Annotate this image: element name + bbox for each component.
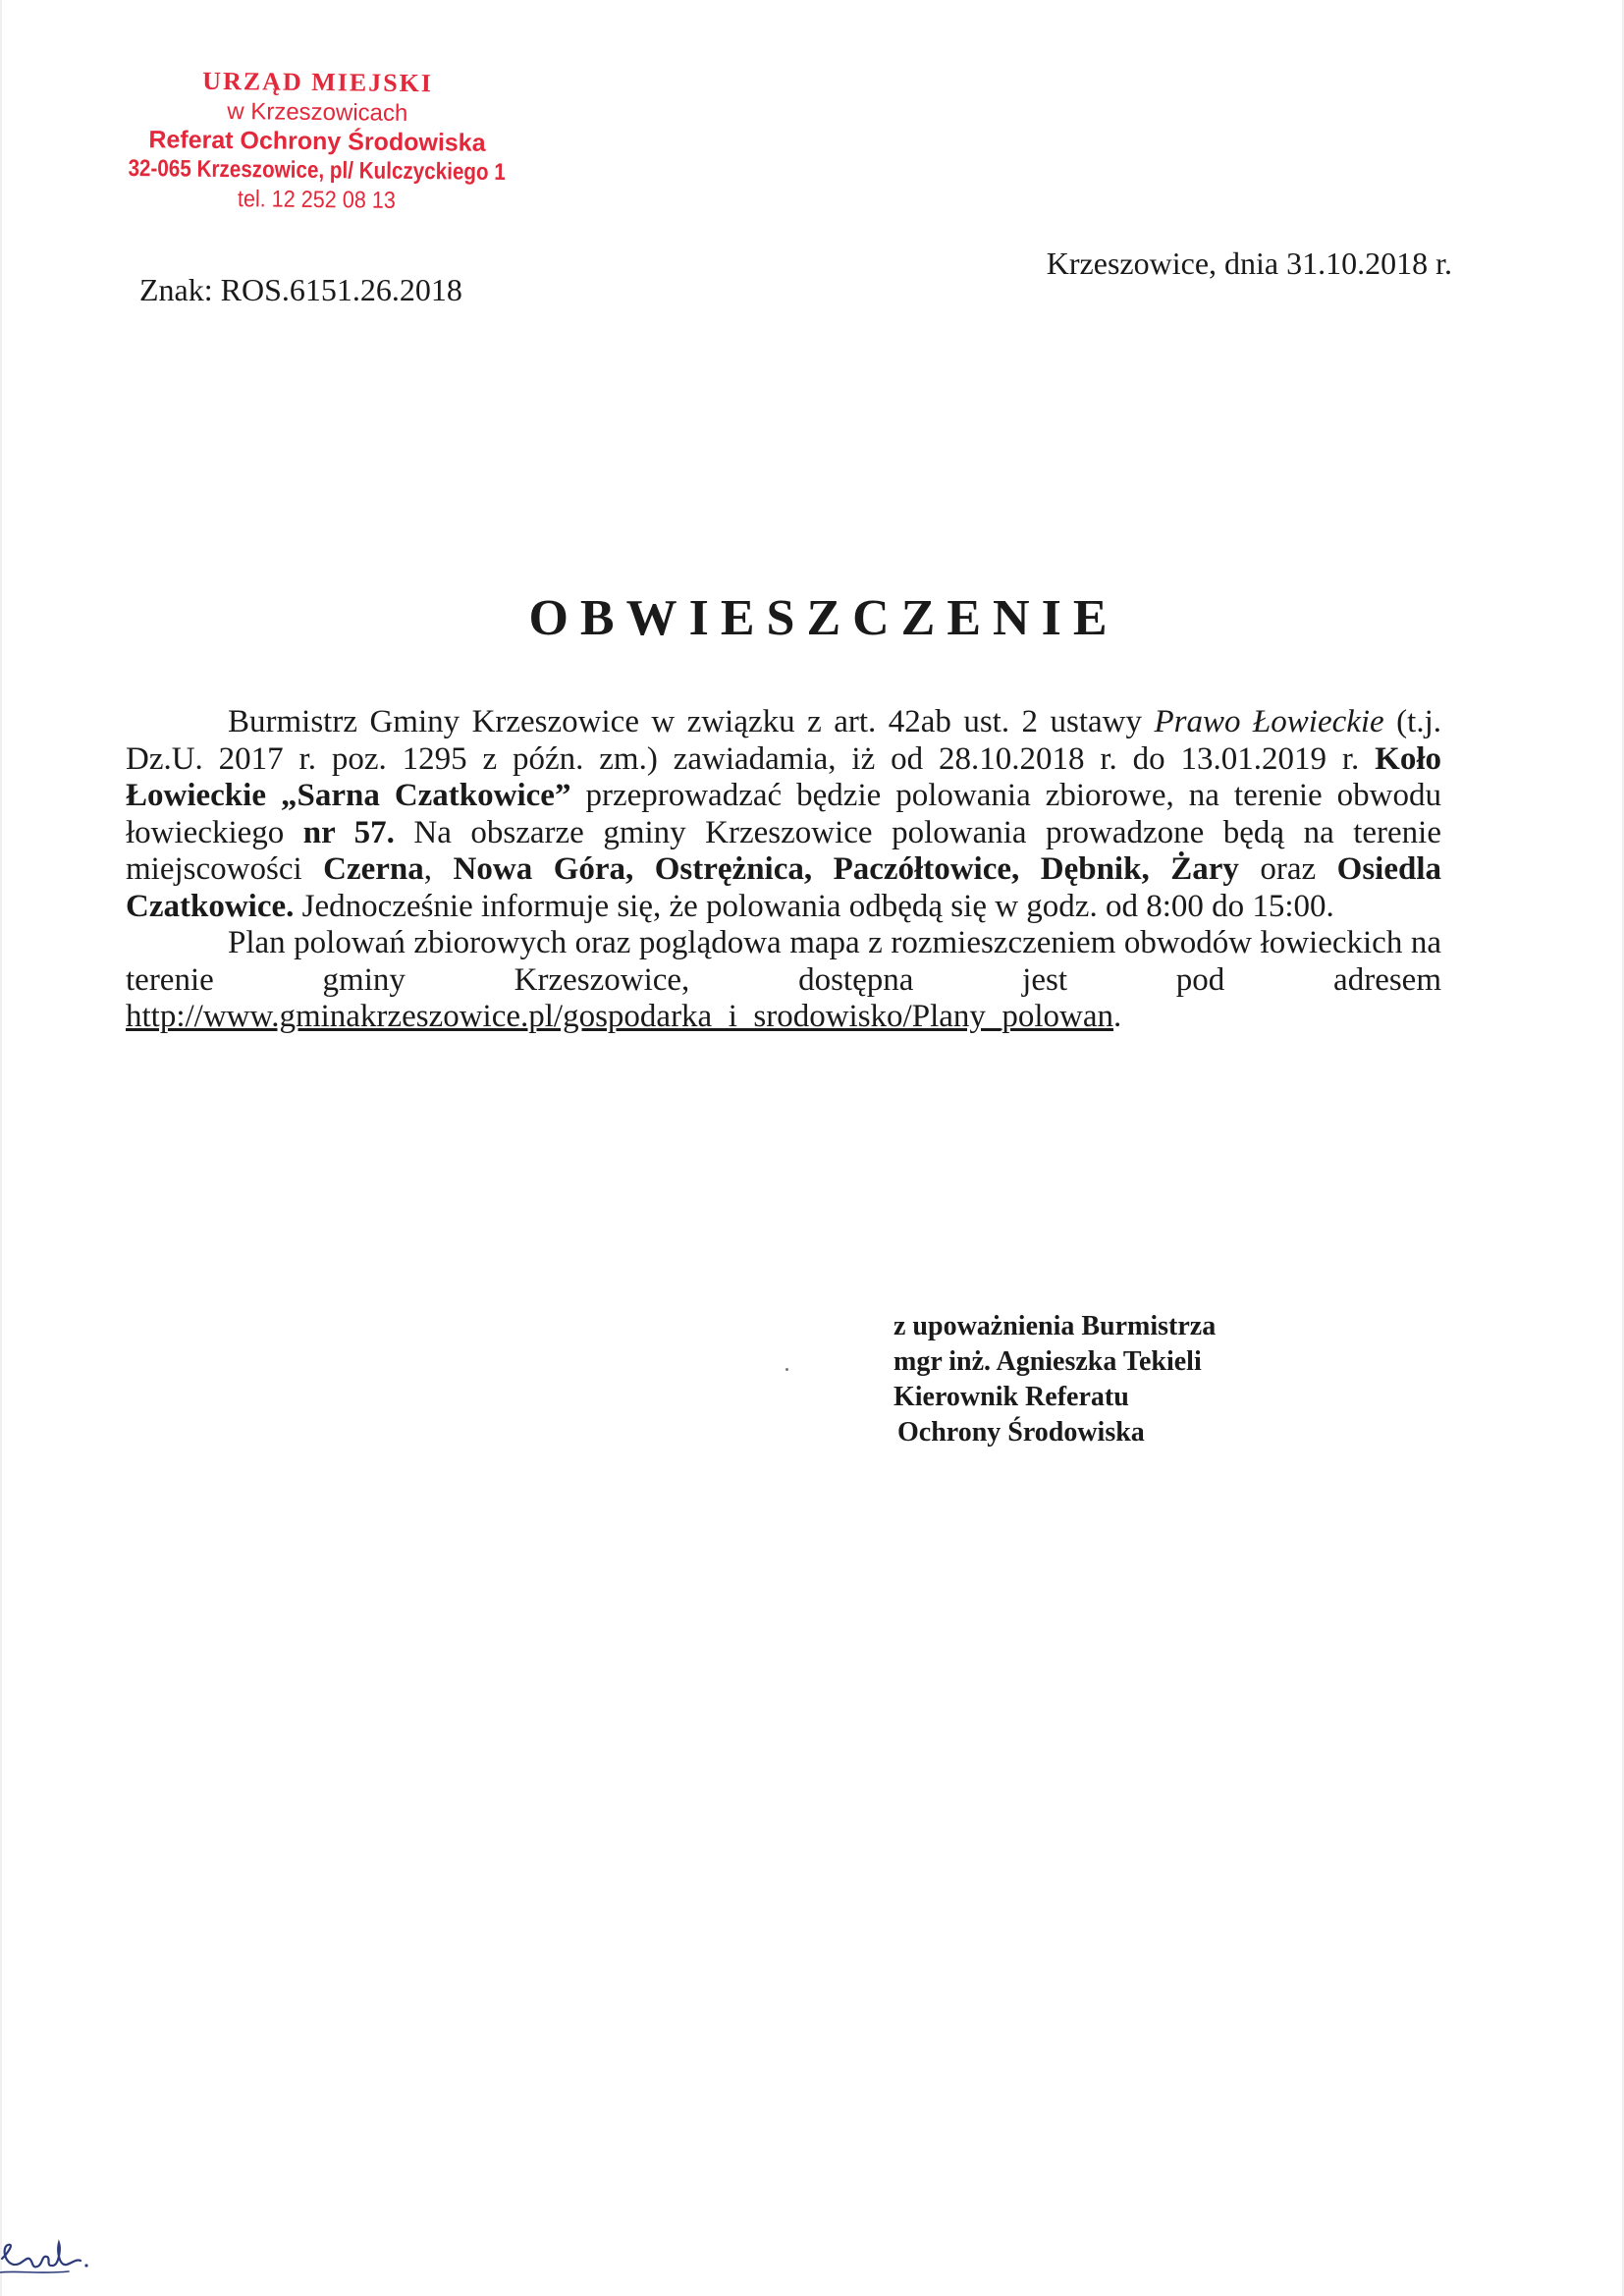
stamp-address: 32-065 Krzeszowice, pl/ Kulczyckiego 1	[128, 155, 506, 187]
act-name: Prawo Łowieckie	[1154, 704, 1384, 739]
handwritten-paraph-icon	[0, 2229, 93, 2278]
stamp-office-name: URZĄD MIEJSKI	[202, 66, 434, 98]
p2-text: .	[1113, 999, 1122, 1034]
stamp-phone: tel. 12 252 08 13	[237, 185, 396, 214]
hunting-plans-link[interactable]: http://www.gminakrzeszowice.pl/gospodarka_i_srodowisko/Plany_polowan	[126, 999, 1114, 1034]
scan-speck	[785, 1368, 788, 1371]
document-date: Krzeszowice, dnia 31.10.2018 r.	[1046, 246, 1452, 281]
stamp-department: Referat Ochrony Środowiska	[148, 126, 486, 157]
scan-edge-left	[0, 0, 2, 2296]
locality-name: Osiedla Czatkowice.	[126, 851, 1442, 924]
signature-name: mgr inż. Agnieszka Tekieli	[893, 1346, 1202, 1377]
signature-block	[893, 1309, 1216, 1450]
signature-position: Kierownik Referatu	[893, 1382, 1129, 1412]
p1-text: Na obszarze gminy Krzeszowice polowania prowadzone będą na terenie miejscowości	[126, 814, 1441, 887]
stamp-city: w Krzeszowicach	[227, 97, 408, 127]
reference-number: Znak: ROS.6151.26.2018	[139, 272, 462, 307]
signature-department: Ochrony Środowiska	[897, 1417, 1145, 1448]
p1-text: (t.j. Dz.U. 2017 r. poz. 1295 z późn. zm.) zawiadamia, iż od 28.10.2018 r. do 13.01.2019 r.	[126, 704, 1442, 777]
p1-text: Burmistrz Gminy Krzeszowice w związku z art. 42ab ust. 2 ustawy	[228, 704, 1155, 739]
p1-text: Jednocześnie informuje się, że polowania odbędą się w godz. od 8:00 do 15:00.	[294, 888, 1334, 924]
announcement-body	[126, 704, 1441, 1036]
document-title: OBWIESZCZENIE	[528, 590, 1119, 646]
district-number: nr 57.	[302, 814, 395, 850]
locality-names: Nowa Góra, Ostrężnica, Paczółtowice, Dębnik, Żary	[453, 851, 1239, 887]
p2-text: Plan polowań zbiorowych oraz poglądowa mapa z rozmieszczeniem obwodów łowieckich na terenie gminy Krzeszowice, dostępna jest pod adresem	[126, 925, 1441, 998]
hunting-club-name: Koło Łowieckie „Sarna Czatkowice”	[126, 740, 1441, 813]
paragraph-1	[126, 704, 1441, 925]
paragraph-2	[126, 925, 1441, 1036]
signature-authorization: z upoważnienia Burmistrza	[893, 1311, 1217, 1341]
locality-name: Czerna	[323, 851, 424, 887]
p1-text: ,	[423, 851, 454, 887]
p1-text: przeprowadzać będzie polowania zbiorowe, na terenie obwodu łowieckiego	[126, 778, 1441, 850]
office-stamp	[85, 65, 549, 217]
p1-text: oraz	[1238, 851, 1337, 887]
